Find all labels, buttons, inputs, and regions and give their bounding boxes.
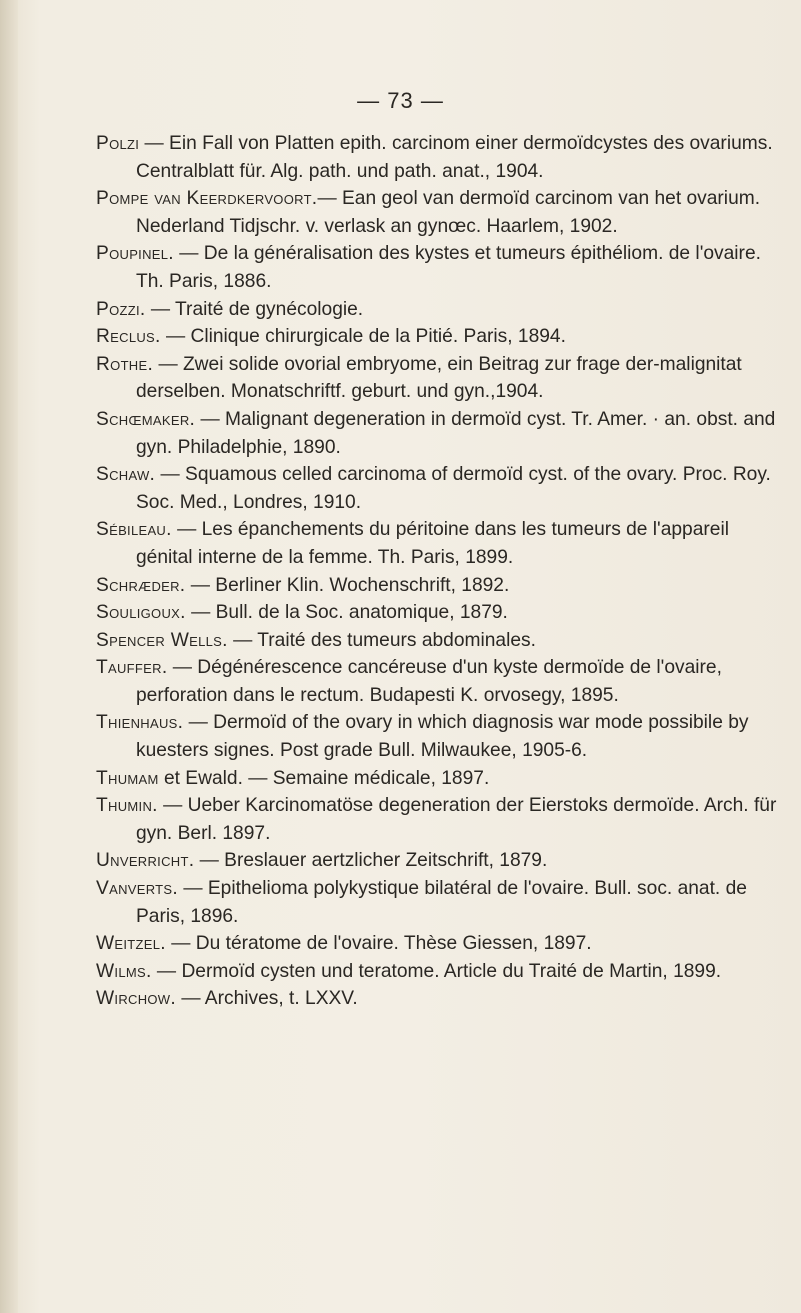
reference-entry bbox=[96, 351, 786, 406]
reference-author: Schræder. bbox=[96, 574, 186, 596]
bibliography-list bbox=[96, 130, 786, 1013]
reference-author: Schœmaker. bbox=[96, 408, 196, 430]
reference-text: — Malignant degeneration in dermoïd cyst. Tr. Amer. · an. obst. and gyn. Philadelphie, 1890. bbox=[136, 408, 776, 458]
reference-entry bbox=[96, 296, 786, 324]
reference-entry bbox=[96, 461, 786, 516]
reference-author: Souligoux. bbox=[96, 602, 186, 624]
reference-entry bbox=[96, 958, 786, 986]
reference-text: — Du tératome de l'ovaire. Thèse Giessen, 1897. bbox=[165, 933, 592, 955]
reference-entry bbox=[96, 792, 786, 847]
reference-entry bbox=[96, 406, 786, 461]
page-number: — 73 — bbox=[357, 88, 444, 113]
reference-text: — De la généralisation des kystes et tumeurs épithéliom. de l'ovaire. Th. Paris, 1886. bbox=[136, 243, 761, 292]
reference-entry bbox=[96, 240, 786, 295]
reference-author: Spencer Wells. bbox=[96, 629, 228, 651]
reference-text: — Dermoïd cysten und teratome. Article du Traité de Martin, 1899. bbox=[151, 960, 722, 982]
reference-author: Polzi bbox=[96, 133, 140, 154]
reference-author: Rothe. bbox=[96, 353, 154, 375]
reference-entry bbox=[96, 323, 786, 351]
reference-author: Thumam bbox=[96, 767, 159, 789]
reference-text: — Ean geol van dermoïd carcinom van het ovarium. Nederland Tidjschr. v. verlask an gynœc. Haarlem, 1902. bbox=[136, 188, 761, 237]
reference-entry bbox=[96, 985, 786, 1013]
reference-entry bbox=[96, 627, 786, 655]
reference-entry bbox=[96, 875, 786, 930]
reference-author: Reclus. bbox=[96, 326, 161, 348]
reference-entry bbox=[96, 930, 786, 958]
reference-author: Thienhaus. bbox=[96, 712, 184, 734]
reference-text: — Epithelioma polykystique bilatéral de l'ovaire. Bull. soc. anat. de Paris, 1896. bbox=[136, 878, 747, 927]
reference-entry bbox=[96, 572, 786, 600]
reference-text: — Dermoïd of the ovary in which diagnosis war mode possibile by kuesters signes. Post grade Bull. Milwaukee, 1905-6. bbox=[136, 712, 749, 762]
reference-author: Vanverts. bbox=[96, 878, 178, 900]
reference-text: — Traité des tumeurs abdominales. bbox=[227, 629, 536, 651]
reference-author: Wilms. bbox=[96, 960, 152, 982]
reference-author: Schaw. bbox=[96, 464, 156, 486]
book-spine-shadow bbox=[0, 0, 18, 1313]
reference-author: Thumin. bbox=[96, 795, 158, 817]
reference-author: Sébileau. bbox=[96, 519, 172, 541]
reference-entry bbox=[96, 516, 786, 571]
reference-entry bbox=[96, 130, 786, 185]
reference-entry bbox=[96, 709, 786, 764]
reference-text: — Bull. de la Soc. anatomique, 1879. bbox=[185, 602, 508, 624]
reference-entry bbox=[96, 765, 786, 793]
reference-text: — Breslauer aertzlicher Zeitschrift, 1879. bbox=[194, 850, 548, 872]
reference-text: — Clinique chirurgicale de la Pitié. Paris, 1894. bbox=[160, 326, 566, 348]
reference-author: Pozzi. bbox=[96, 298, 146, 320]
reference-author: Pompe van Keerdkervoort. bbox=[96, 188, 318, 210]
reference-author: Tauffer. bbox=[96, 657, 168, 679]
reference-entry bbox=[96, 654, 786, 709]
reference-text: — Dégénérescence cancéreuse d'un kyste dermoïde de l'ovaire, perforation dans le rectum. Budapesti K. orvosegy, 1895. bbox=[136, 657, 722, 706]
reference-text: — Ein Fall von Platten epith. carcinom einer dermoïdcystes des ovariums. Centralblatt für. Alg. path. und path. anat., 1904. bbox=[136, 133, 773, 182]
reference-author: Unverricht. bbox=[96, 850, 195, 872]
reference-text: — Zwei solide ovorial embryome, ein Beitrag zur frage der-malignitat derselben. Monatschriftf. geburt. und gyn.,1904. bbox=[136, 353, 742, 403]
reference-author: Weitzel. bbox=[96, 933, 166, 955]
reference-text: — Les épanchements du péritoine dans les tumeurs de l'appareil génital interne de la femme. Th. Paris, 1899. bbox=[136, 519, 729, 568]
reference-text: — Ueber Karcinomatöse degeneration der Eierstoks dermoïde. Arch. für gyn. Berl. 1897. bbox=[136, 795, 777, 844]
reference-entry bbox=[96, 847, 786, 875]
reference-text: — Archives, t. LXXV. bbox=[176, 988, 358, 1010]
reference-author: Wirchow. bbox=[96, 988, 176, 1010]
reference-text: et Ewald. — Semaine médicale, 1897. bbox=[158, 767, 490, 789]
reference-text: — Berliner Klin. Wochenschrift, 1892. bbox=[185, 574, 510, 596]
reference-text: — Squamous celled carcinoma of dermoïd cyst. of the ovary. Proc. Roy. Soc. Med., Londres, 1910. bbox=[136, 464, 771, 513]
reference-entry bbox=[96, 599, 786, 627]
reference-text: — Traité de gynécologie. bbox=[145, 298, 364, 320]
reference-author: Poupinel. bbox=[96, 243, 174, 265]
reference-entry bbox=[96, 185, 786, 240]
